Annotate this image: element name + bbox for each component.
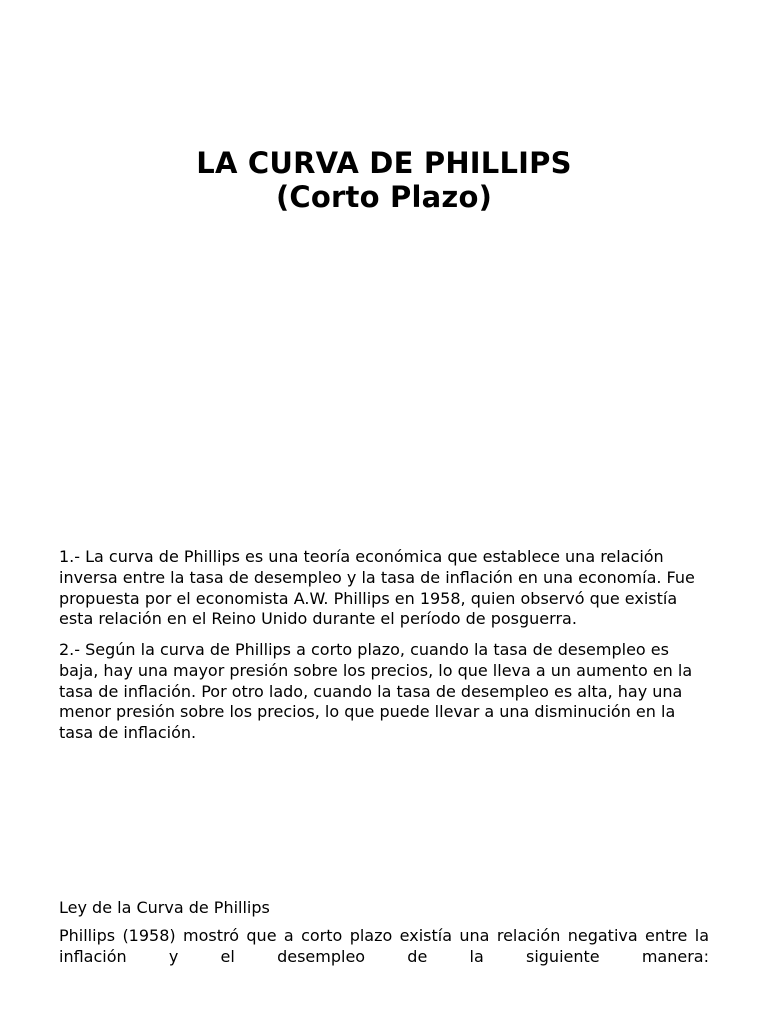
title-line-2: (Corto Plazo) (275, 180, 493, 214)
section-heading: Ley de la Curva de Phillips (59, 898, 270, 917)
paragraph-1: 1.- La curva de Phillips es una teoría económica que establece una relación inversa entre la tasa de desempleo y la tasa de inflación en una economía. Fue propuesta por el economista A.W. Phillips en 1958, quien observó que existía esta relación en el Reino Unido durante el período de posguerra. (59, 547, 695, 629)
paragraph-2: 2.- Según la curva de Phillips a corto plazo, cuando la tasa de desempleo es baja, hay una mayor presión sobre los precios, lo que lleva a un aumento en la tasa de inflación. Por otro lado, cuando la tasa de desempleo es alta, hay una menor presión sobre los precios, lo que puede llevar a una disminución en la tasa de inflación. (59, 640, 693, 743)
paragraph-3: Phillips (1958) mostró que a corto plazo existía una relación negativa entre la inflación y el desempleo de la siguiente manera: (59, 926, 709, 966)
title-line-1: LA CURVA DE PHILLIPS (196, 146, 572, 180)
document-title (0, 146, 768, 214)
